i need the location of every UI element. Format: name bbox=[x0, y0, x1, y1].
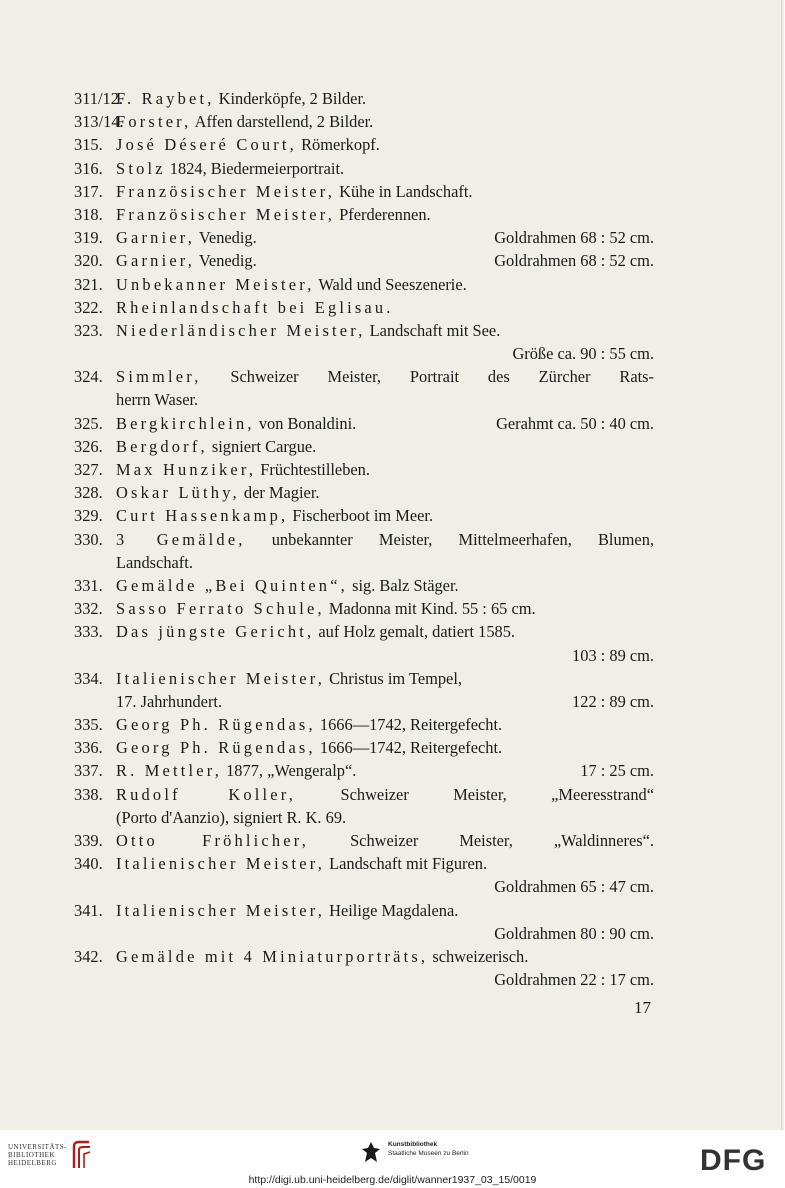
entry-description bbox=[116, 899, 654, 922]
entry-artist: Unbekanner Meister, bbox=[116, 274, 315, 294]
entry-number: 337. bbox=[74, 761, 103, 781]
entry-number: 316. bbox=[74, 158, 103, 178]
entry-artist: Französischer Meister, bbox=[116, 204, 336, 224]
entry-artist: F. Raybet, bbox=[116, 89, 215, 108]
entry-dimensions: Goldrahmen 68 : 52 cm. bbox=[494, 228, 654, 248]
entry-title: Schweizer Meister, „Waldinneres“. bbox=[309, 831, 654, 850]
entry-artist: Otto Fröhlicher, bbox=[116, 831, 310, 850]
university-line-3: HEIDELBERG bbox=[8, 1159, 57, 1167]
entry-artist: Stolz bbox=[116, 158, 166, 178]
entry-description bbox=[116, 759, 356, 782]
catalog-entry bbox=[74, 690, 654, 713]
entry-number: 341. bbox=[74, 900, 103, 920]
entry-number: 311/12. bbox=[74, 89, 124, 108]
entry-number: 332. bbox=[74, 599, 103, 619]
catalog-entry bbox=[74, 783, 654, 806]
entry-description bbox=[116, 481, 654, 504]
entry-description bbox=[116, 157, 654, 180]
entry-number: 330. bbox=[74, 529, 103, 549]
entry-artist: Italienischer Meister, bbox=[116, 900, 326, 920]
catalog-entry bbox=[74, 528, 654, 551]
catalog-entry bbox=[74, 157, 654, 180]
entry-artist: José Déseré Court, bbox=[116, 135, 297, 155]
entry-number: 328. bbox=[74, 483, 103, 503]
catalog-entry bbox=[74, 504, 654, 527]
entry-title: Schweizer Meister, „Meeresstrand“ bbox=[296, 784, 654, 804]
dfg-logo[interactable]: DFG bbox=[700, 1144, 767, 1177]
entry-number: 320. bbox=[74, 251, 103, 271]
entry-number: 315. bbox=[74, 135, 103, 155]
entry-dimensions: Goldrahmen 65 : 47 cm. bbox=[494, 877, 654, 897]
entry-title: Heilige Magdalena. bbox=[325, 900, 459, 920]
entry-title: 1666—1742, Reitergefecht. bbox=[315, 715, 503, 735]
entry-number: 340. bbox=[74, 854, 103, 874]
entry-description bbox=[116, 365, 654, 388]
kunstbibliothek-title: Kunstbibliothek bbox=[388, 1141, 438, 1148]
catalog-entry bbox=[74, 713, 654, 736]
catalog-entry bbox=[74, 249, 654, 272]
catalog-entry bbox=[74, 133, 654, 156]
entry-continuation: herrn Waser. bbox=[116, 390, 199, 410]
entry-number: 338. bbox=[74, 784, 103, 804]
catalog-entry bbox=[74, 829, 654, 852]
entry-dimensions: 122 : 89 cm. bbox=[572, 691, 654, 711]
entry-title: Schweizer Meister, Portrait des Zürcher Rats- bbox=[201, 367, 654, 387]
entry-artist: Oskar Lüthy, bbox=[116, 483, 240, 503]
catalog-entry bbox=[74, 342, 654, 365]
entry-title: signiert Cargue. bbox=[207, 436, 317, 456]
entry-title: Landschaft mit Figuren. bbox=[325, 854, 488, 874]
catalog-entry bbox=[74, 481, 654, 504]
catalog-entries bbox=[74, 87, 654, 991]
catalog-entry bbox=[74, 110, 654, 133]
entry-description bbox=[116, 667, 654, 690]
catalog-entry bbox=[74, 644, 654, 667]
entry-title: Fischerboot im Meer. bbox=[288, 506, 434, 526]
entry-description bbox=[116, 249, 257, 272]
entry-description bbox=[116, 945, 654, 968]
entry-title: Madonna mit Kind. 55 : 65 cm. bbox=[324, 599, 536, 619]
entry-artist: Das jüngste Gericht, bbox=[116, 622, 315, 642]
entry-number: 342. bbox=[74, 946, 103, 966]
entry-description bbox=[116, 435, 654, 458]
catalog-entry bbox=[74, 945, 654, 968]
entry-artist: Georg Ph. Rügendas, bbox=[116, 715, 316, 735]
entry-dimensions: Größe ca. 90 : 55 cm. bbox=[512, 344, 654, 364]
kunstbibliothek-subtitle: Staatliche Museen zu Berlin bbox=[388, 1150, 469, 1157]
entry-artist: Sasso Ferrato Schule, bbox=[116, 599, 325, 619]
catalog-entry bbox=[74, 968, 654, 991]
entry-description bbox=[116, 574, 654, 597]
catalog-entry bbox=[74, 296, 654, 319]
entry-description bbox=[116, 736, 654, 759]
catalog-entry bbox=[74, 922, 654, 945]
entry-title: Venedig. bbox=[195, 228, 257, 248]
entry-description bbox=[116, 458, 654, 481]
kunstbibliothek-text bbox=[388, 1140, 469, 1158]
entry-artist: Garnier, bbox=[116, 251, 196, 271]
entry-dimensions: Goldrahmen 80 : 90 cm. bbox=[494, 923, 654, 943]
entry-artist: Italienischer Meister, bbox=[116, 668, 326, 688]
entry-description bbox=[116, 713, 654, 736]
entry-title: schweizerisch. bbox=[428, 946, 529, 966]
catalog-entry bbox=[74, 620, 654, 643]
entry-artist: Gemälde „Bei Quinten“, bbox=[116, 575, 348, 595]
entry-description bbox=[116, 133, 654, 156]
entry-description bbox=[116, 87, 654, 110]
catalog-entry bbox=[74, 875, 654, 898]
entry-description bbox=[116, 597, 654, 620]
catalog-entry bbox=[74, 667, 654, 690]
catalog-entry bbox=[74, 852, 654, 875]
entry-title: Venedig. bbox=[195, 251, 257, 271]
university-line-1: UNIVERSITÄTS- bbox=[8, 1143, 67, 1151]
heidelberg-university-library-logo[interactable] bbox=[8, 1140, 93, 1170]
entry-title: unbekannter Meister, Mittelmeerhafen, Blumen, bbox=[245, 529, 654, 549]
entry-number: 334. bbox=[74, 668, 103, 688]
catalog-entry bbox=[74, 412, 654, 435]
catalog-entry bbox=[74, 597, 654, 620]
catalog-entry bbox=[74, 551, 654, 574]
heidelberg-logo-icon bbox=[71, 1140, 93, 1170]
entry-description bbox=[116, 528, 654, 551]
entry-number: 329. bbox=[74, 506, 103, 526]
entry-title: von Bonaldini. bbox=[254, 413, 357, 433]
entry-artist: Max Hunziker, bbox=[116, 460, 257, 479]
entry-dimensions: Goldrahmen 68 : 52 cm. bbox=[494, 251, 654, 271]
entry-artist: Rheinlandschaft bei Eglisau. bbox=[116, 297, 394, 317]
entry-number: 319. bbox=[74, 228, 103, 248]
entry-description bbox=[116, 852, 654, 875]
entry-description bbox=[116, 273, 654, 296]
entry-description bbox=[116, 203, 654, 226]
catalog-entry bbox=[74, 574, 654, 597]
entry-number: 333. bbox=[74, 622, 103, 642]
entry-title: Früchtestilleben. bbox=[256, 460, 370, 479]
catalog-entry bbox=[74, 899, 654, 922]
entry-artist: Garnier, bbox=[116, 228, 196, 248]
entry-title: Römerkopf. bbox=[296, 135, 380, 155]
entry-description bbox=[116, 319, 654, 342]
catalog-entry bbox=[74, 273, 654, 296]
catalog-entry bbox=[74, 806, 654, 829]
entry-dimensions: Goldrahmen 22 : 17 cm. bbox=[494, 970, 654, 990]
entry-artist: Georg Ph. Rügendas, bbox=[116, 738, 316, 758]
page-number: 17 bbox=[634, 998, 651, 1017]
entry-description bbox=[116, 620, 654, 643]
entry-title: Kühe in Landschaft. bbox=[335, 181, 473, 201]
entry-title: sig. Balz Stäger. bbox=[347, 575, 459, 595]
entry-description bbox=[116, 783, 654, 806]
entry-number: 322. bbox=[74, 297, 103, 317]
catalog-entry bbox=[74, 388, 654, 411]
entry-title: Christus im Tempel, bbox=[325, 668, 462, 688]
entry-title: Pferderennen. bbox=[335, 204, 431, 224]
entry-dimensions: 103 : 89 cm. bbox=[572, 645, 654, 665]
entry-title: Kinderköpfe, 2 Bilder. bbox=[214, 89, 367, 108]
entry-artist: Italienischer Meister, bbox=[116, 854, 326, 874]
entry-dimensions: Gerahmt ca. 50 : 40 cm. bbox=[496, 413, 654, 433]
footer bbox=[0, 1130, 785, 1188]
entry-artist: Bergdorf, bbox=[116, 436, 208, 456]
university-line-2: BIBLIOTHEK bbox=[8, 1151, 55, 1159]
entry-number: 323. bbox=[74, 320, 103, 340]
entry-title: der Magier. bbox=[239, 483, 320, 503]
entry-number: 331. bbox=[74, 575, 103, 595]
entry-number: 327. bbox=[74, 460, 103, 479]
entry-number: 336. bbox=[74, 738, 103, 758]
entry-artist: Rudolf Koller, bbox=[116, 784, 297, 804]
entry-number: 317. bbox=[74, 181, 103, 201]
entry-number: 339. bbox=[74, 831, 103, 850]
entry-artist: R. Mettler, bbox=[116, 761, 223, 781]
entry-description bbox=[116, 110, 654, 133]
entry-artist: Bergkirchlein, bbox=[116, 413, 255, 433]
source-url[interactable]: http://digi.ub.uni-heidelberg.de/diglit/wanner1937_03_15/0019 bbox=[248, 1174, 537, 1186]
entry-artist: Gemälde mit 4 Miniaturporträts, bbox=[116, 946, 429, 966]
catalog-entry bbox=[74, 458, 654, 481]
entry-description bbox=[116, 412, 356, 435]
entry-title: Affen darstellend, 2 Bilder. bbox=[191, 112, 374, 132]
entry-continuation: (Porto d'Aanzio), signiert R. K. 69. bbox=[116, 807, 347, 827]
entry-number: 313/14. bbox=[74, 112, 124, 132]
entry-artist: Niederländischer Meister, bbox=[116, 320, 366, 340]
entry-number: 318. bbox=[74, 204, 103, 224]
entry-title: 1824, Biedermeierportrait. bbox=[165, 158, 345, 178]
entry-artist: Simmler, bbox=[116, 367, 202, 387]
catalog-entry bbox=[74, 87, 654, 110]
entry-description bbox=[116, 226, 257, 249]
catalog-entry bbox=[74, 180, 654, 203]
entry-artist: Französischer Meister, bbox=[116, 181, 336, 201]
entry-description bbox=[116, 180, 654, 203]
entry-description bbox=[116, 296, 654, 319]
entry-title: Wald und Seeszenerie. bbox=[314, 274, 467, 294]
kunstbibliothek-logo[interactable] bbox=[360, 1140, 469, 1166]
catalog-entry bbox=[74, 736, 654, 759]
page-edge bbox=[781, 0, 785, 1130]
entry-title: auf Holz gemalt, datiert 1585. bbox=[314, 622, 516, 642]
catalog-entry bbox=[74, 365, 654, 388]
catalog-entry bbox=[74, 759, 654, 782]
entry-continuation: Landschaft. bbox=[116, 552, 193, 572]
entry-number: 321. bbox=[74, 274, 103, 294]
entry-number: 326. bbox=[74, 436, 103, 456]
entry-number: 325. bbox=[74, 413, 103, 433]
entry-continuation: 17. Jahrhundert. bbox=[116, 691, 223, 711]
entry-artist: Forster, bbox=[116, 112, 192, 132]
entry-artist: 3 Gemälde, bbox=[116, 529, 246, 549]
entry-number: 335. bbox=[74, 715, 103, 735]
kunstbibliothek-eagle-icon bbox=[360, 1140, 382, 1166]
entry-artist: Curt Hassenkamp, bbox=[116, 506, 289, 526]
entry-dimensions: 17 : 25 cm. bbox=[580, 761, 654, 781]
entry-title: 1877, „Wengeralp“. bbox=[222, 761, 357, 781]
entry-description bbox=[116, 829, 654, 852]
catalog-entry bbox=[74, 203, 654, 226]
entry-description bbox=[116, 504, 654, 527]
catalog-entry bbox=[74, 319, 654, 342]
entry-number: 324. bbox=[74, 367, 103, 387]
university-library-text bbox=[8, 1143, 67, 1167]
catalog-entry bbox=[74, 435, 654, 458]
entry-title: 1666—1742, Reitergefecht. bbox=[315, 738, 503, 758]
entry-title: Landschaft mit See. bbox=[365, 320, 501, 340]
catalog-entry bbox=[74, 226, 654, 249]
